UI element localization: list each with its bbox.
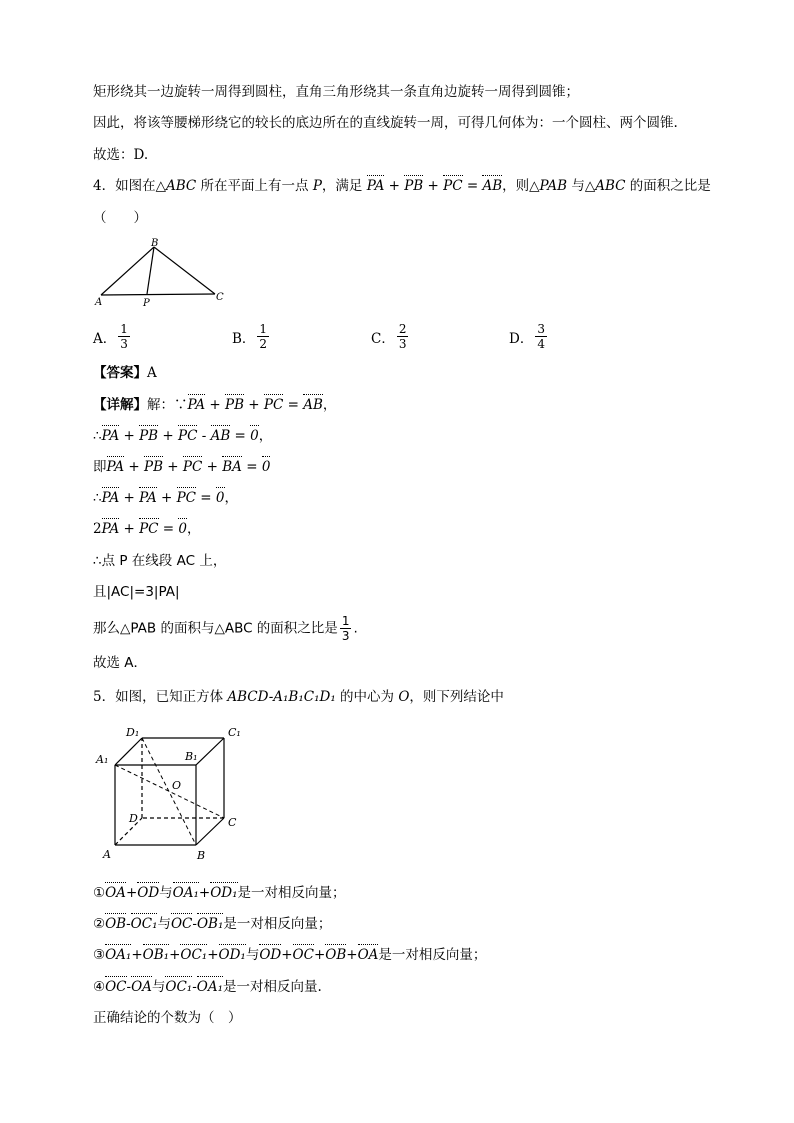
vertex-label-c: C (216, 292, 224, 303)
vertex-label-a: A (95, 297, 103, 308)
q4-detail-line-8: 那么△PAB 的面积与△ABC 的面积之比是 $\frac{1}{3}$ . (93, 614, 358, 643)
text-line-conclusion: 因此，将该等腰梯形绕它的较长的底边所在的直线旋转一周，可得几何体为：一个圆柱、两个圆锥. (93, 115, 678, 131)
q5-cube-figure (93, 718, 253, 868)
cube-label-c1: C₁ (228, 726, 241, 739)
q4-option-d[interactable]: D． $\frac{3}{4}$ (509, 322, 545, 351)
q4-detail-line-2: ∴PA + PB + PC - AB = 0， (93, 428, 273, 444)
q4-detail-line-7: 且|AC|=3|PA| (93, 584, 180, 600)
q4-detail-line-3: 即PA + PB + PC + BA = 0 (93, 459, 271, 475)
q4-detail-line-9: 故选 A． (93, 655, 148, 671)
vertex-label-p: P (143, 298, 150, 308)
q4-option-b[interactable]: B． $\frac{1}{2}$ (232, 322, 268, 351)
q5-stem: 5．如图，已知正方体 ABCD-A₁B₁C₁D₁ 的中心为 O，则下列结论中 (93, 689, 504, 705)
cube-label-d1: D₁ (126, 726, 140, 739)
q4-stem: 4．如图在△ABC 所在平面上有一点 P，满足 PA + PB + PC = AB，则△PAB 与△ABC 的面积之比是 (93, 178, 711, 194)
q5-statement-4: ④OC-OA与OC₁-OA₁是一对相反向量. (93, 979, 322, 995)
cube-label-b: B (197, 849, 206, 862)
q4-triangle-figure (93, 236, 233, 308)
q4-detail-line-1: 【详解】解：∵PA + PB + PC = AB， (93, 397, 337, 413)
q4-detail-line-6: ∴点 P 在线段 AC 上， (93, 553, 227, 569)
cube-label-a: A (103, 848, 111, 861)
q5-question: 正确结论的个数为（ ） (93, 1010, 242, 1026)
q4-option-c[interactable]: C． $\frac{2}{3}$ (371, 322, 407, 351)
q4-detail-line-5: 2PA + PC = 0， (93, 521, 201, 537)
cube-label-c: C (228, 816, 237, 829)
q4-answer-parentheses: （ ） (93, 210, 147, 226)
text-line-cylinder-cone: 矩形绕其一边旋转一周得到圆柱，直角三角形绕其一条直角边旋转一周得到圆锥； (93, 84, 579, 100)
cube-label-a1: A₁ (96, 753, 109, 766)
q4-answer: 【答案】A (93, 365, 157, 381)
q4-option-a[interactable]: A． $\frac{1}{3}$ (93, 322, 128, 351)
cube-label-o: O (172, 779, 182, 792)
vertex-label-b: B (151, 238, 159, 249)
q4-detail-line-4: ∴PA + PA + PC = 0， (93, 490, 239, 506)
cube-label-d: D (129, 812, 138, 825)
cube-label-b1: B₁ (185, 750, 198, 763)
q5-statement-2: ②OB-OC₁与OC-OB₁是一对相反向量； (93, 916, 332, 932)
text-line-answer-d: 故选：D. (93, 147, 149, 163)
q5-statement-3: ③OA₁+OB₁+OC₁+OD₁与OD+OC+OB+OA是一对相反向量； (93, 947, 487, 963)
q5-statement-1: ①OA+OD与OA₁+OD₁是一对相反向量； (93, 885, 346, 901)
